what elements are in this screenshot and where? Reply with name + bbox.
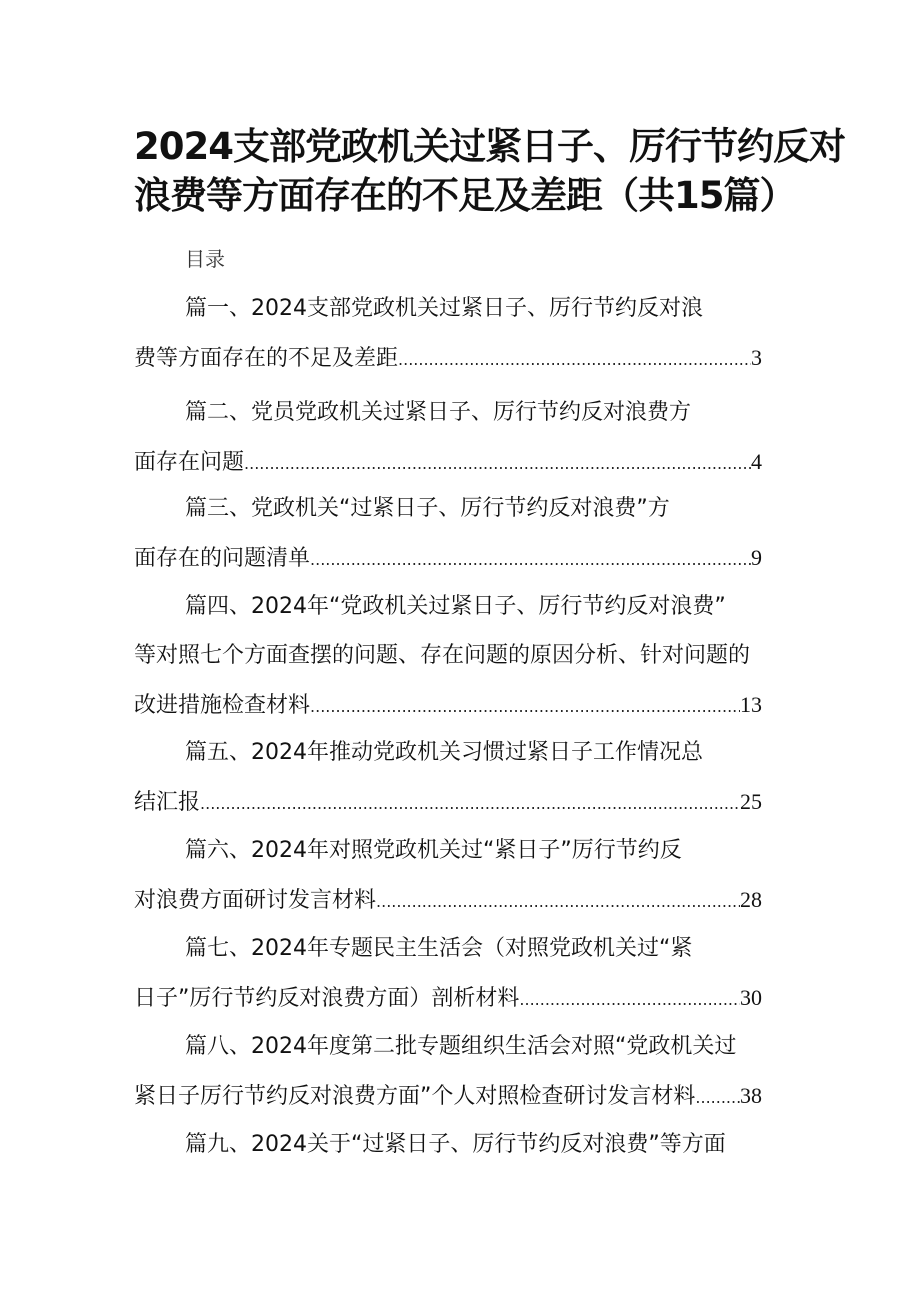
document-title (134, 122, 845, 220)
toc-heading: 目录 (185, 247, 225, 271)
toc-page-number: 38 (740, 1083, 762, 1108)
toc-leader-dots (310, 682, 740, 729)
toc-entry-last-line (134, 875, 762, 924)
toc-page-number: 3 (751, 345, 762, 370)
toc-entry-text: 费等方面存在的不足及差距 (134, 346, 399, 371)
toc-page-number: 9 (751, 545, 762, 570)
toc-entry[interactable] (134, 826, 784, 924)
toc-page-number: 4 (751, 449, 762, 474)
toc-entry[interactable] (134, 728, 784, 826)
toc-entry-last-line (134, 437, 762, 486)
toc-entry-text: 篇二、党员党政机关过紧日子、厉行节约反对浪费方 (185, 400, 692, 425)
toc-entry[interactable] (134, 924, 784, 1022)
toc-page-number: 25 (740, 789, 762, 814)
toc-leader-dots (310, 535, 751, 582)
toc-entry-text: 篇四、2024年“党政机关过紧日子、厉行节约反对浪费” (185, 594, 726, 619)
toc-leader-dots (398, 335, 751, 382)
toc-leader-dots (519, 975, 740, 1022)
toc-leader-dots (695, 1073, 740, 1120)
toc-entry-text: 篇六、2024年对照党政机关过“紧日子”厉行节约反 (185, 838, 682, 863)
toc-entry-text: 篇一、2024支部党政机关过紧日子、厉行节约反对浪 (185, 296, 703, 321)
toc-entry-last-line (134, 973, 762, 1022)
title-line-2: 浪费等方面存在的不足及差距（共15篇） (134, 174, 796, 217)
toc-leader-dots (376, 877, 740, 924)
toc-entry-last-line (134, 333, 762, 382)
toc-entry-text: 篇九、2024关于“过紧日子、厉行节约反对浪费”等方面 (185, 1132, 726, 1157)
toc-entry[interactable] (134, 388, 784, 486)
toc-entry-text: 对浪费方面研讨发言材料 (134, 888, 377, 913)
toc-leader-dots (200, 779, 740, 826)
toc-entry[interactable] (134, 484, 784, 582)
toc-entry-text: 面存在问题 (134, 450, 245, 475)
toc-entry-text: 紧日子厉行节约反对浪费方面”个人对照检查研讨发言材料 (134, 1084, 696, 1109)
toc-leader-dots (244, 439, 751, 486)
toc-entry-text: 等对照七个方面查摆的问题、存在问题的原因分析、针对问题的 (134, 643, 751, 668)
toc-entry-last-line (134, 680, 762, 729)
toc-entry-text: 面存在的问题清单 (134, 546, 311, 571)
toc-entry-text: 篇八、2024年度第二批专题组织生活会对照“党政机关过 (185, 1034, 737, 1059)
toc-entry-last-line (134, 1071, 762, 1120)
toc-entry[interactable] (134, 1022, 784, 1120)
toc-entry-text: 篇五、2024年推动党政机关习惯过紧日子工作情况总 (185, 740, 703, 765)
toc-entry-last-line (134, 533, 762, 582)
toc-entry[interactable] (134, 582, 784, 729)
title-line-1: 2024支部党政机关过紧日子、厉行节约反对 (134, 125, 845, 168)
toc-page-number: 13 (740, 692, 762, 717)
toc-entry-text: 篇七、2024年专题民主生活会（对照党政机关过“紧 (185, 936, 693, 961)
toc-entry-text: 篇三、党政机关“过紧日子、厉行节约反对浪费”方 (185, 496, 670, 521)
toc-page-number: 30 (740, 985, 762, 1010)
toc-entry-text: 改进措施检查材料 (134, 693, 311, 718)
toc-entry[interactable] (134, 284, 784, 382)
toc-entry[interactable] (134, 1120, 784, 1169)
toc-entry-last-line (134, 777, 762, 826)
toc-entry-text: 日子”厉行节约反对浪费方面）剖析材料 (134, 986, 520, 1011)
toc-entry-text: 结汇报 (134, 790, 201, 815)
toc-page-number: 28 (740, 887, 762, 912)
